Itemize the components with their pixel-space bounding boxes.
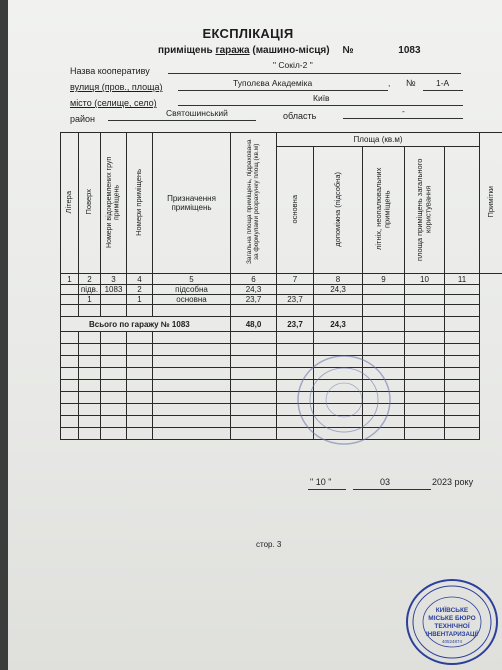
header-notes: Примітки — [480, 133, 502, 274]
page-number: стор. 3 — [256, 540, 282, 549]
date-month-underline — [353, 489, 431, 490]
cell-purpose: підсобна — [153, 285, 231, 295]
cell-litera — [61, 285, 79, 295]
faint-seal-stamp — [294, 352, 394, 448]
oblast-label: область — [283, 111, 317, 121]
cell-group — [101, 295, 127, 305]
svg-text:МІСЬКЕ БЮРО: МІСЬКЕ БЮРО — [428, 615, 476, 622]
total-main: 23,7 — [277, 317, 314, 332]
date-year: 2023 року — [432, 477, 474, 487]
svg-text:40524874: 40524874 — [441, 639, 463, 644]
cell-main — [277, 285, 314, 295]
city-label-text: місто (селище, село) — [70, 98, 157, 108]
city-value: Київ — [313, 93, 330, 103]
cell-room: 2 — [127, 285, 153, 295]
colnum-10: 10 — [405, 274, 445, 285]
header-summer: літніх, неопалювальних приміщень — [363, 147, 405, 274]
cell-main: 23,7 — [277, 295, 314, 305]
date-day: " 10 " — [310, 477, 332, 487]
header-total-area: Загальна площа приміщень, підрахована за формулами розрахунку площ (кв.м) — [231, 133, 277, 274]
oblast-underline — [343, 118, 463, 119]
cell-total: 24,3 — [231, 285, 277, 295]
district-underline — [108, 120, 256, 121]
cell-notes — [445, 285, 480, 295]
total-garage-number: 1083 — [171, 319, 190, 329]
coop-label: Назва кооперативу — [70, 66, 150, 76]
coop-value: " Сокіл-2 " — [273, 60, 313, 70]
svg-text:ІНВЕНТАРИЗАЦІЇ: ІНВЕНТАРИЗАЦІЇ — [426, 631, 478, 638]
date-month: 03 — [380, 477, 391, 487]
cell-common — [405, 295, 445, 305]
table-row — [61, 285, 502, 295]
total-aux: 24,3 — [314, 317, 363, 332]
colnum-3: 3 — [101, 274, 127, 285]
street-label-text: вулиця (пров., площа) — [70, 82, 163, 92]
district-value: Святошинський — [166, 108, 228, 118]
header-group-numbers: Номери відокремлених груп приміщень — [101, 133, 127, 274]
number-label: № — [406, 78, 416, 88]
cell-poverkh: 1 — [79, 295, 101, 305]
cell-room: 1 — [127, 295, 153, 305]
header-area-group: Площа (кв.м) — [277, 133, 480, 147]
document-page — [8, 0, 502, 670]
garage-number: 1083 — [398, 45, 421, 56]
cell-aux: 24,3 — [314, 285, 363, 295]
cell-litera — [61, 295, 79, 305]
cell-notes — [445, 295, 480, 305]
cell-common — [405, 285, 445, 295]
document-title: ЕКСПЛІКАЦІЯ — [202, 26, 294, 41]
cell-summer — [363, 285, 405, 295]
colnum-6: 6 — [231, 274, 277, 285]
cell-purpose: основна — [153, 295, 231, 305]
colnum-8: 8 — [314, 274, 363, 285]
city-underline — [178, 105, 463, 106]
subtitle-suffix: (машино-місця) — [252, 45, 330, 56]
header-common: площа приміщень загального користування — [405, 147, 445, 274]
total-area: 48,0 — [231, 317, 277, 332]
subtitle-no-sign: № — [342, 45, 354, 56]
header-auxiliary: допоміжна (підсобна) — [314, 147, 363, 274]
colnum-1: 1 — [61, 274, 79, 285]
subtitle-prefix: приміщень — [158, 45, 213, 56]
header-room-numbers: Номери приміщень — [127, 133, 153, 274]
street-underline — [178, 90, 388, 91]
street-separator: , — [388, 78, 391, 88]
oblast-value: - — [402, 106, 405, 116]
colnum-7: 7 — [277, 274, 314, 285]
table-row — [61, 295, 502, 305]
column-number-row — [61, 274, 502, 285]
cell-total: 23,7 — [231, 295, 277, 305]
street-value: Туполєва Академіка — [233, 78, 313, 88]
subtitle-type: гаража — [215, 45, 250, 56]
district-label: район — [70, 114, 96, 124]
number-underline — [423, 90, 463, 91]
total-label: Всього по гаражу № — [89, 319, 170, 329]
coop-underline — [168, 73, 461, 74]
cell-summer — [363, 295, 405, 305]
svg-text:ТЕХНІЧНОЇ: ТЕХНІЧНОЇ — [434, 623, 470, 630]
explication-table — [60, 132, 502, 440]
document-subtitle — [158, 45, 421, 56]
cell-group: 1083 — [101, 285, 127, 295]
street-label — [70, 82, 163, 92]
city-label — [70, 98, 157, 108]
colnum-5: 5 — [153, 274, 231, 285]
colnum-2: 2 — [79, 274, 101, 285]
svg-text:КИЇВСЬКЕ: КИЇВСЬКЕ — [435, 607, 469, 614]
header-purpose: Призначення приміщень — [153, 133, 231, 274]
table-row — [61, 305, 502, 317]
cell-aux — [314, 295, 363, 305]
header-litera: Літера — [61, 133, 79, 274]
colnum-11: 11 — [445, 274, 480, 285]
colnum-4: 4 — [127, 274, 153, 285]
date-day-underline — [308, 489, 346, 490]
header-main: основна — [277, 147, 314, 274]
header-poverkh: Поверх — [79, 133, 101, 274]
total-row — [61, 317, 502, 332]
official-seal-stamp — [405, 578, 499, 666]
cell-poverkh: підв. — [79, 285, 101, 295]
number-value: 1-А — [436, 78, 450, 88]
total-label-cell — [61, 317, 231, 332]
colnum-9: 9 — [363, 274, 405, 285]
